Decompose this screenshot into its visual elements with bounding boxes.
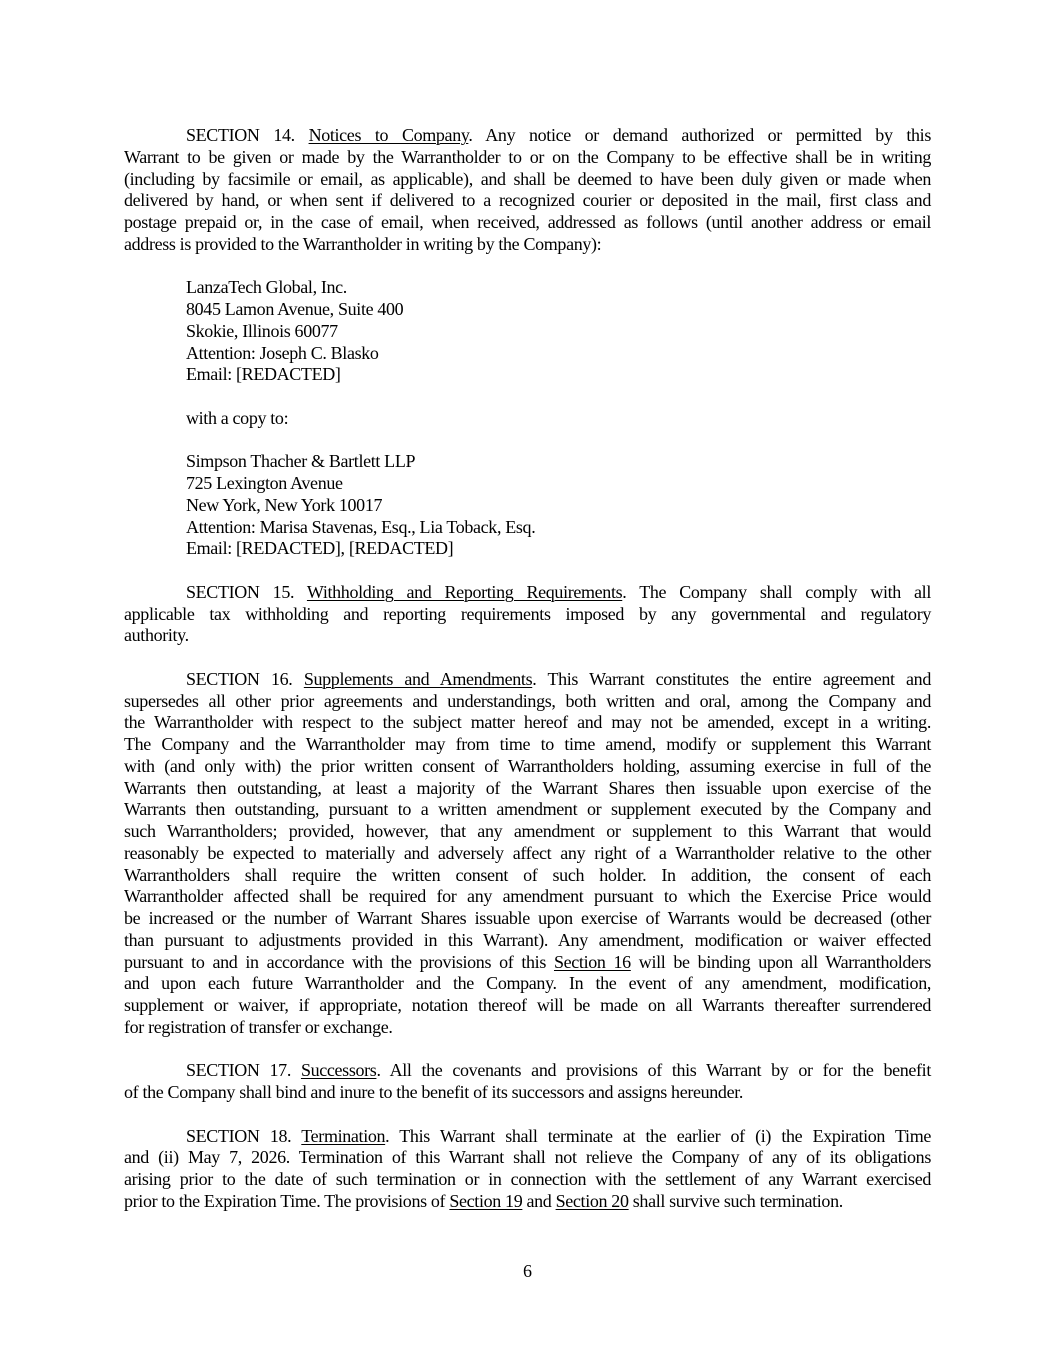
text-segment: . Any notice or demand authorized or permitted by this	[468, 125, 931, 145]
text-line	[124, 886, 931, 908]
text-segment: SECTION 15.	[186, 581, 307, 602]
text-line	[124, 821, 931, 843]
text-segment: Attention: Joseph C. Blasko	[186, 342, 379, 363]
text-segment: than pursuant to adjustments provided in this Warrant). Any amendment, modification or waiver effected	[124, 929, 931, 950]
text-line	[124, 538, 931, 560]
text-segment: Email: [REDACTED], [REDACTED]	[186, 538, 454, 559]
page-number: 6	[523, 1261, 532, 1281]
text-segment: Skokie, Illinois 60077	[186, 320, 338, 341]
text-segment: of the Company shall bind and inure to the benefit of its successors and assigns hereunder.	[124, 1082, 744, 1102]
text-line	[124, 908, 931, 930]
text-segment: The Company and the Warrantholder may from time to time amend, modify or supplement this Warrant	[124, 734, 931, 754]
text-line	[124, 125, 931, 147]
text-segment: postage prepaid or, in the case of email, when received, addressed as follows (until another address or email	[124, 212, 931, 232]
text-segment: . The Company shall comply with all	[622, 581, 931, 602]
text-segment: with (and only with) the prior written consent of Warrantholders holding, assuming exercise in full of the	[124, 755, 931, 776]
text-line	[124, 1060, 931, 1082]
text-line	[124, 408, 931, 430]
text-segment: for registration of transfer or exchange.	[124, 1016, 393, 1037]
text-line	[124, 625, 931, 647]
text-segment: supersedes all other prior agreements and understandings, both written and oral, among the Company and	[124, 690, 931, 711]
text-line	[124, 277, 931, 299]
underlined-heading: Successors	[300, 1060, 377, 1081]
text-segment: arising prior to the date of such termination or in connection with the settlement of any Warrant exercised	[124, 1169, 931, 1189]
text-line	[124, 299, 931, 321]
text-segment: SECTION 14.	[186, 125, 309, 145]
section-16	[124, 669, 931, 1039]
section-17	[124, 1060, 931, 1104]
text-segment: . This Warrant shall terminate at the earlier of (i) the Expiration Time	[385, 1125, 931, 1146]
text-line	[124, 995, 931, 1017]
text-line	[124, 1017, 931, 1039]
text-line	[124, 712, 931, 734]
underlined-heading: Section 19	[449, 1190, 523, 1211]
underlined-heading: Supplements and Amendments	[303, 668, 533, 689]
text-segment: Email: [REDACTED]	[186, 364, 341, 385]
text-segment: SECTION 16.	[186, 668, 304, 689]
underlined-heading: Withholding and Reporting Requirements	[306, 581, 623, 602]
text-segment: delivered by hand, or when sent if delivered to a recognized courier or deposited in the mail, first class and	[124, 190, 931, 211]
text-segment: the Warrantholder with respect to the subject matter hereof and may not be amended, except in a writing.	[124, 712, 931, 733]
text-segment: SECTION 17.	[186, 1060, 301, 1081]
text-segment: and	[522, 1190, 556, 1211]
text-line	[124, 473, 931, 495]
text-line	[124, 451, 931, 473]
text-segment: applicable tax withholding and reporting requirements imposed by any governmental and regulatory	[124, 603, 931, 624]
text-line	[124, 604, 931, 626]
text-segment: . This Warrant constitutes the entire agreement and	[532, 668, 931, 689]
text-segment: authority.	[124, 625, 189, 646]
text-segment: reasonably be expected to materially and adversely affect any right of a Warrantholder relative to the other	[124, 842, 931, 863]
text-line	[124, 843, 931, 865]
text-line	[124, 169, 931, 191]
text-line	[124, 190, 931, 212]
company-address	[124, 277, 931, 386]
text-line	[124, 343, 931, 365]
text-line	[124, 734, 931, 756]
underlined-heading: Termination	[301, 1125, 386, 1146]
text-line	[124, 1126, 931, 1148]
copy-to	[124, 408, 931, 430]
text-line	[124, 1169, 931, 1191]
text-line	[124, 799, 931, 821]
text-segment: with a copy to:	[186, 407, 289, 428]
text-segment: such Warrantholders; provided, however, that any amendment or supplement to this Warrant that would	[124, 821, 931, 841]
text-line	[124, 865, 931, 887]
text-segment: Warrants then outstanding, pursuant to a written amendment or supplement executed by the Company and	[124, 799, 931, 820]
text-segment: Simpson Thacher & Bartlett LLP	[186, 451, 416, 472]
text-segment: Attention: Marisa Stavenas, Esq., Lia Toback, Esq.	[186, 516, 536, 537]
text-line	[124, 952, 931, 974]
text-segment: address is provided to the Warrantholder in writing by the Company):	[124, 233, 602, 254]
text-segment: and (ii) May 7, 2026. Termination of this Warrant shall not relieve the Company of any of its obligations	[124, 1147, 931, 1168]
text-segment: Warrantholder affected shall be required for any amendment pursuant to which the Exercise Price would	[124, 886, 931, 907]
text-segment: New York, New York 10017	[186, 494, 383, 515]
text-segment: 8045 Lamon Avenue, Suite 400	[186, 299, 404, 319]
text-segment: Warrantholders shall require the written consent of such holder. In addition, the consent of each	[124, 864, 931, 885]
text-line	[124, 212, 931, 234]
text-line	[124, 321, 931, 343]
text-segment: be increased or the number of Warrant Shares issuable upon exercise of Warrants would be decreased (other	[124, 908, 931, 928]
text-segment: Warrant to be given or made by the Warrantholder to or on the Company to be effective shall be in writing	[124, 146, 931, 167]
counsel-address	[124, 451, 931, 560]
text-segment: SECTION 18.	[186, 1125, 302, 1146]
text-line	[124, 669, 931, 691]
text-segment: Warrants then outstanding, at least a majority of the Warrant Shares then issuable upon exercise of the	[124, 777, 931, 798]
section-15	[124, 582, 931, 647]
text-line	[124, 973, 931, 995]
text-line	[124, 778, 931, 800]
section-14	[124, 125, 931, 256]
section-18	[124, 1126, 931, 1213]
document-page	[124, 125, 931, 1234]
text-segment: (including by facsimile or email, as applicable), and shall be deemed to have been duly given or made when	[124, 168, 931, 189]
text-line	[124, 756, 931, 778]
text-line	[124, 364, 931, 386]
text-segment: shall survive such termination.	[628, 1190, 843, 1211]
text-line	[124, 1082, 931, 1104]
text-line	[124, 691, 931, 713]
text-segment: will be binding upon all Warrantholders	[630, 951, 931, 972]
underlined-heading: Section 16	[553, 951, 631, 972]
text-line	[124, 1191, 931, 1213]
text-segment: prior to the Expiration Time. The provisions of	[124, 1190, 450, 1211]
text-segment: LanzaTech Global, Inc.	[186, 277, 347, 298]
text-segment: pursuant to and in accordance with the provisions of this	[124, 951, 554, 972]
text-line	[124, 1147, 931, 1169]
text-line	[124, 495, 931, 517]
text-segment: and upon each future Warrantholder and the Company. In the event of any amendment, modification,	[124, 973, 931, 994]
text-line	[124, 930, 931, 952]
underlined-heading: Section 20	[555, 1190, 629, 1211]
text-line	[124, 147, 931, 169]
text-line	[124, 517, 931, 539]
underlined-heading: Notices to Company	[308, 125, 469, 145]
text-line	[124, 582, 931, 604]
text-line	[124, 234, 931, 256]
text-segment: supplement or waiver, if appropriate, notation thereof will be made on all Warrants thereafter surrendered	[124, 995, 931, 1015]
text-segment: 725 Lexington Avenue	[186, 473, 343, 493]
text-segment: . All the covenants and provisions of this Warrant by or for the benefit	[376, 1060, 931, 1081]
